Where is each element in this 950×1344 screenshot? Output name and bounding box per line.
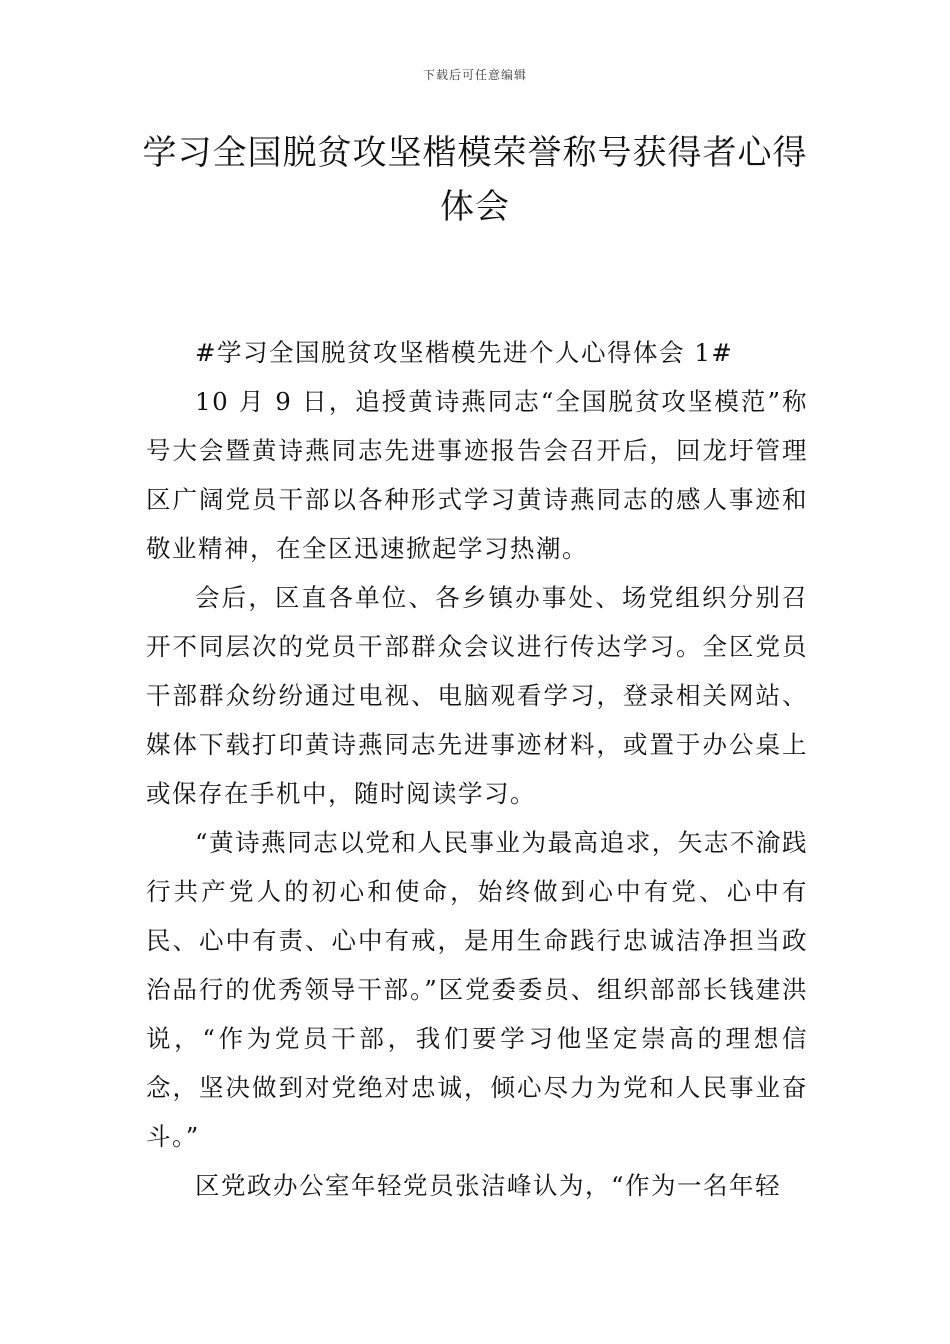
body-paragraph-4: 区党政办公室年轻党员张洁峰认为，“作为一名年轻 — [195, 1171, 782, 1200]
body-paragraph-1: 10 月 9 日，追授黄诗燕同志“全国脱贫攻坚模范”称号大会暨黄诗燕同志先进事迹报告会召开后，回龙圩管理区广阔党员干部以各种形式学习黄诗燕同志的感人事迹和敬业精神，在全区迅速掀起学习热潮。 — [146, 387, 808, 563]
body-paragraph-2: 会后，区直各单位、各乡镇办事处、场党组织分别召开不同层次的党员干部群众会议进行传达学习。全区党员干部群众纷纷通过电视、电脑观看学习，登录相关网站、媒体下载打印黄诗燕同志先进事迹材料，或置于办公桌上或保存在手机中，随时阅读学习。 — [146, 583, 808, 808]
header-note: 下载后可任意编辑 — [422, 68, 527, 82]
document-title: 学习全国脱贫攻坚楷模荣誉称号获得者心得体会 — [142, 133, 808, 227]
body-paragraph-3: “黄诗燕同志以党和人民事业为最高追求，矢志不渝践行共产党人的初心和使命，始终做到心中有党、心中有民、心中有责、心中有戒，是用生命践行忠诚洁净担当政治品行的优秀领导干部。”区党委委员、组织部部长钱建洪说，“作为党员干部，我们要学习他坚定崇高的理想信念，坚决做到对党绝对忠诚，倾心尽力为党和人民事业奋斗。” — [146, 828, 808, 1151]
document-body — [146, 328, 808, 1210]
section-subheading: #学习全国脱贫攻坚楷模先进个人心得体会 1# — [195, 338, 734, 367]
